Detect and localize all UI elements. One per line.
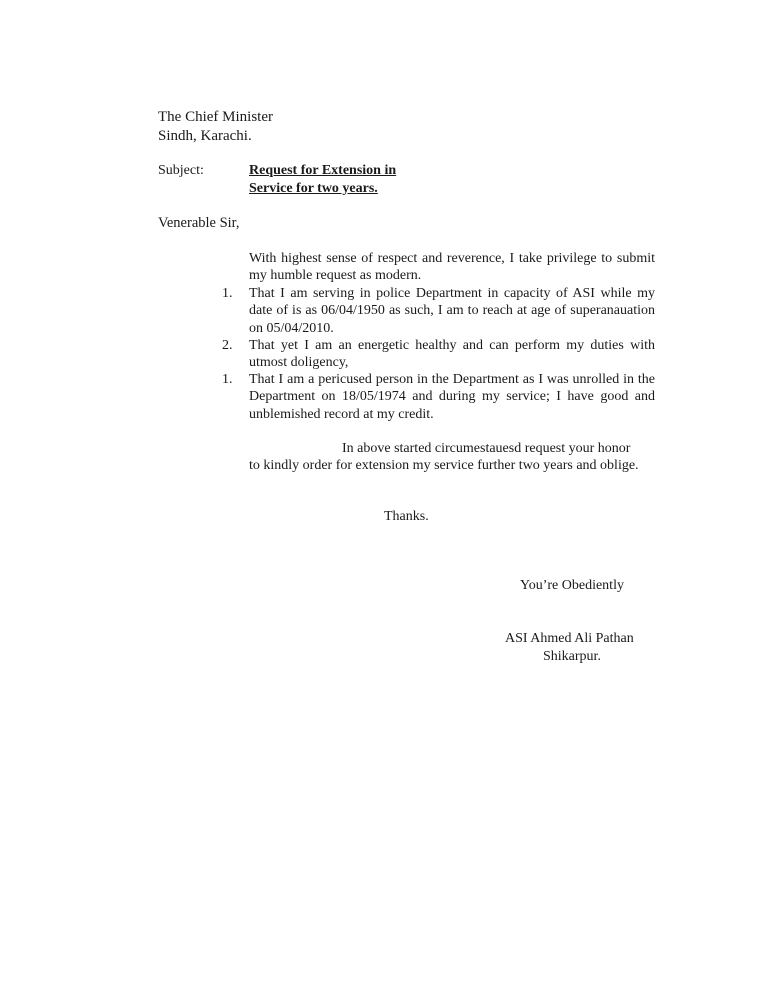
subject-label: Subject: — [158, 163, 204, 178]
list-item-text: That I am a pericused person in the Department as I was unrolled in the Department on 18/05/1974 and during my service; I have good and unblemished record at my credit. — [249, 372, 655, 422]
list-item-text: That yet I am an energetic healthy and can perform my duties with utmost doligency, — [249, 338, 655, 371]
signatory-name: ASI Ahmed Ali Pathan — [505, 631, 634, 646]
intro-paragraph: With highest sense of respect and reverence, I take privilege to submit my humble request as modern. — [249, 251, 655, 284]
conclusion-first-line: In above started circumestauesd request your honor — [342, 441, 631, 456]
subject-line-2: Service for two years. — [249, 181, 378, 196]
subject-line-1: Request for Extension in — [249, 163, 397, 178]
recipient-title: The Chief Minister — [158, 109, 273, 125]
closing-text: You’re Obediently — [520, 578, 624, 593]
conclusion-paragraph — [249, 440, 655, 475]
salutation: Venerable Sir, — [158, 215, 240, 231]
conclusion-rest: to kindly order for extension my service further two years and oblige. — [249, 458, 639, 474]
list-item-text: That I am serving in police Department in capacity of ASI while my date of is as 06/04/1950 as such, I am to reach at age of superanauation on 05/04/2010. — [249, 286, 655, 336]
recipient-location: Sindh, Karachi. — [158, 128, 252, 144]
thanks-text: Thanks. — [384, 509, 429, 524]
list-item-marker: 1. — [222, 372, 233, 387]
signatory-place: Shikarpur. — [543, 649, 601, 664]
list-item-marker: 2. — [222, 338, 233, 353]
list-item-marker: 1. — [222, 286, 233, 301]
